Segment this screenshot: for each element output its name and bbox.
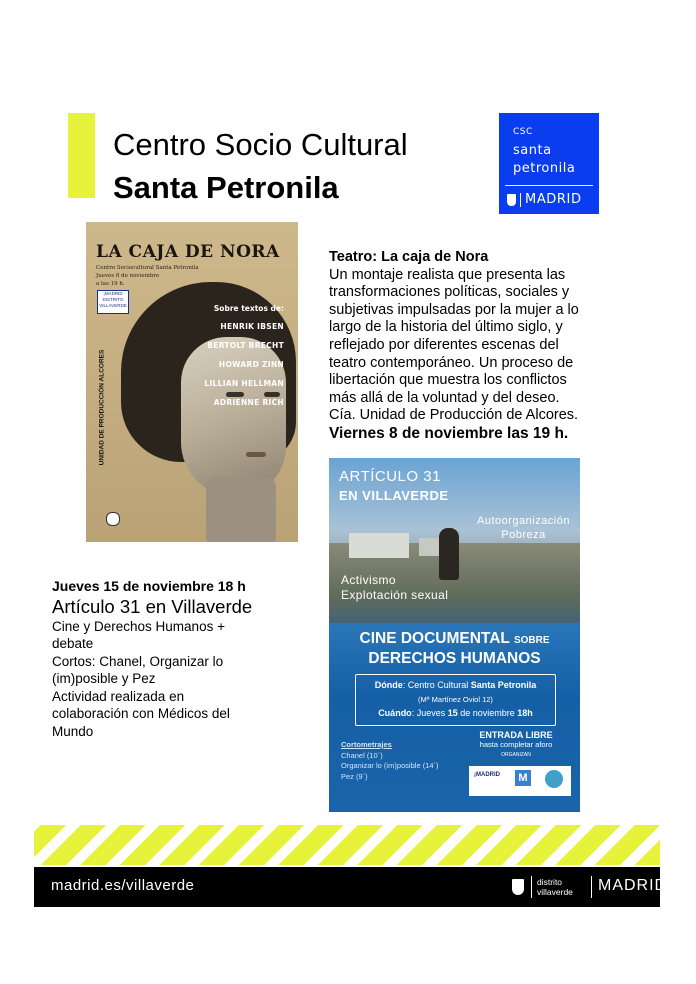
logo-line2: petronila — [513, 161, 576, 176]
logo-divider — [505, 185, 593, 186]
logo-madrid: MADRID — [525, 192, 582, 207]
teatro-line: subjetivas impulsadas por la mujer a lo — [329, 301, 579, 318]
jueves-line: (im)posible y Pez — [52, 671, 156, 686]
footer-stripes — [34, 825, 660, 865]
accent-bar — [68, 113, 95, 198]
teatro-line: más allá de la voluntad y del deseo. — [329, 389, 560, 406]
corto-item: Chanel (10´) — [341, 750, 383, 760]
cuando-day: 15 — [447, 708, 458, 718]
poster2-cine-documental: CINE DOCUMENTAL — [359, 630, 510, 647]
poster2-organizer-logos — [469, 766, 571, 796]
poster2-address: (Mª Martínez Oviol 12) — [418, 695, 493, 704]
jueves-line: debate — [52, 636, 94, 651]
jueves-line: Cine y Derechos Humanos + — [52, 618, 225, 634]
logo-m: M — [515, 770, 531, 786]
cuando-rest: de noviembre — [457, 708, 518, 718]
footer-villaverde-label: villaverde — [537, 887, 573, 897]
jueves-line: colaboración con Médicos del — [52, 706, 230, 721]
footer-separator — [531, 876, 532, 898]
footer-url: madrid.es/villaverde — [51, 877, 195, 894]
seal-icon — [106, 512, 120, 526]
cuando-label: Cuándo — [378, 708, 412, 718]
poster-portrait-neck — [206, 477, 276, 542]
poster1-author: BERTOLT BRECHT — [207, 341, 284, 350]
donde-label: Dónde — [374, 680, 403, 690]
poster2-topic: Activismo — [341, 573, 396, 587]
teatro-heading: Teatro: La caja de Nora — [329, 249, 489, 265]
page-title-line2: Santa Petronila — [113, 170, 339, 205]
poster1-info — [96, 264, 199, 288]
teatro-line: teatro contemporáneo. Un proceso de — [329, 354, 574, 371]
page-title-line1: Centro Socio Cultural — [113, 127, 408, 162]
poster2-entrada — [461, 730, 571, 758]
footer-separator — [591, 876, 592, 898]
jueves-line: Cortos: Chanel, Organizar lo — [52, 653, 224, 669]
poster-articulo-31 — [329, 458, 580, 812]
poster1-sobre-heading: Sobre textos de: — [213, 304, 284, 313]
poster2-cortometrajes — [341, 740, 439, 782]
logo-line1: santa — [513, 143, 552, 158]
poster1-author: LILLIAN HELLMAN — [204, 379, 284, 388]
poster2-topics-left — [341, 573, 448, 603]
teatro-line: libertación que muestra los conflictos — [329, 372, 567, 389]
poster2-topic: Pobreza — [501, 529, 546, 541]
poster2-topics-right — [477, 514, 570, 542]
entrada-libre: ENTRADA LIBRE — [479, 730, 553, 740]
poster2-headline — [329, 630, 580, 668]
portrait-lips — [246, 452, 266, 457]
badge-line: VILLAVERDE — [99, 303, 127, 308]
poster2-topic: Autoorganización — [476, 515, 570, 527]
teatro-line: Un montaje realista que presenta las — [329, 266, 566, 283]
footer-distrito — [537, 877, 573, 897]
madrid-shield-icon — [507, 194, 516, 206]
teatro-line: largo de la historia del último siglo, y — [329, 319, 563, 336]
poster2-shack — [349, 533, 409, 558]
organizan-label: ORGANIZAN — [501, 752, 531, 758]
jueves-date: Jueves 15 de noviembre 18 h — [52, 578, 246, 594]
poster1-author: HOWARD ZINN — [218, 360, 284, 369]
footer-bar — [34, 867, 668, 907]
cuando-hour: 18h — [517, 708, 533, 718]
poster1-authors — [204, 304, 284, 417]
teatro-description — [329, 249, 599, 443]
badge-line: DISTRITO — [102, 297, 124, 302]
jueves-line: Actividad realizada en — [52, 688, 185, 704]
donde-venue: Santa Petronila — [470, 680, 537, 690]
cortos-heading: Cortometrajes — [341, 740, 392, 749]
poster1-vertical-credit: UNIDAD DE PRODUCCIÓN ALCORES — [98, 349, 106, 466]
medicos-del-mundo-icon — [545, 770, 563, 788]
corto-item: Pez (9´) — [341, 771, 368, 781]
jueves-event — [52, 578, 292, 740]
jueves-line: Mundo — [52, 723, 94, 739]
footer-distrito-label: distrito — [537, 877, 563, 887]
csc-logo — [499, 113, 599, 214]
jueves-title: Artículo 31 en Villaverde — [52, 595, 253, 617]
donde-value: : Centro Cultural — [402, 680, 471, 690]
teatro-date: Viernes 8 de noviembre las 19 h. — [329, 424, 569, 442]
cuando-value: : Jueves — [411, 708, 448, 718]
teatro-line: reflejado por diferentes escenas del — [329, 336, 559, 353]
poster2-info-box — [355, 674, 556, 726]
logo-separator — [520, 193, 521, 207]
teatro-line: transformaciones políticas, sociales y — [329, 284, 570, 301]
poster2-villaverde: EN VILLAVERDE — [339, 488, 449, 503]
poster1-title: LA CAJA DE NORA — [96, 242, 280, 262]
poster-la-caja-de-nora — [86, 222, 298, 542]
badge-line: ¡MADRID — [103, 291, 123, 296]
poster1-author: HENRIK IBSEN — [220, 322, 284, 331]
poster1-author: ADRIENNE RICH — [213, 398, 284, 407]
poster1-info-line: Centro Sociocultural Santa Petronila — [96, 265, 199, 271]
poster1-info-line: Jueves 8 de noviembre — [96, 273, 160, 279]
poster1-info-line: a las 19 h. — [96, 281, 125, 287]
madrid-shield-icon — [512, 879, 524, 895]
entrada-aforo: hasta completar aforo — [479, 740, 553, 749]
poster2-topic: Explotación sexual — [341, 588, 449, 602]
logo-madrid-small: ¡MADRID — [474, 772, 500, 778]
poster2-derechos-humanos: DERECHOS HUMANOS — [368, 650, 541, 667]
poster2-articulo: ARTÍCULO 31 — [339, 468, 441, 485]
teatro-line: Cía. Unidad de Producción de Alcores. — [329, 407, 579, 424]
logo-csc: CSC — [513, 127, 533, 137]
corto-item: Organizar lo (im)posible (14´) — [341, 761, 439, 770]
poster2-sobre: SOBRE — [513, 635, 550, 646]
footer-madrid: MADRID — [598, 877, 668, 894]
